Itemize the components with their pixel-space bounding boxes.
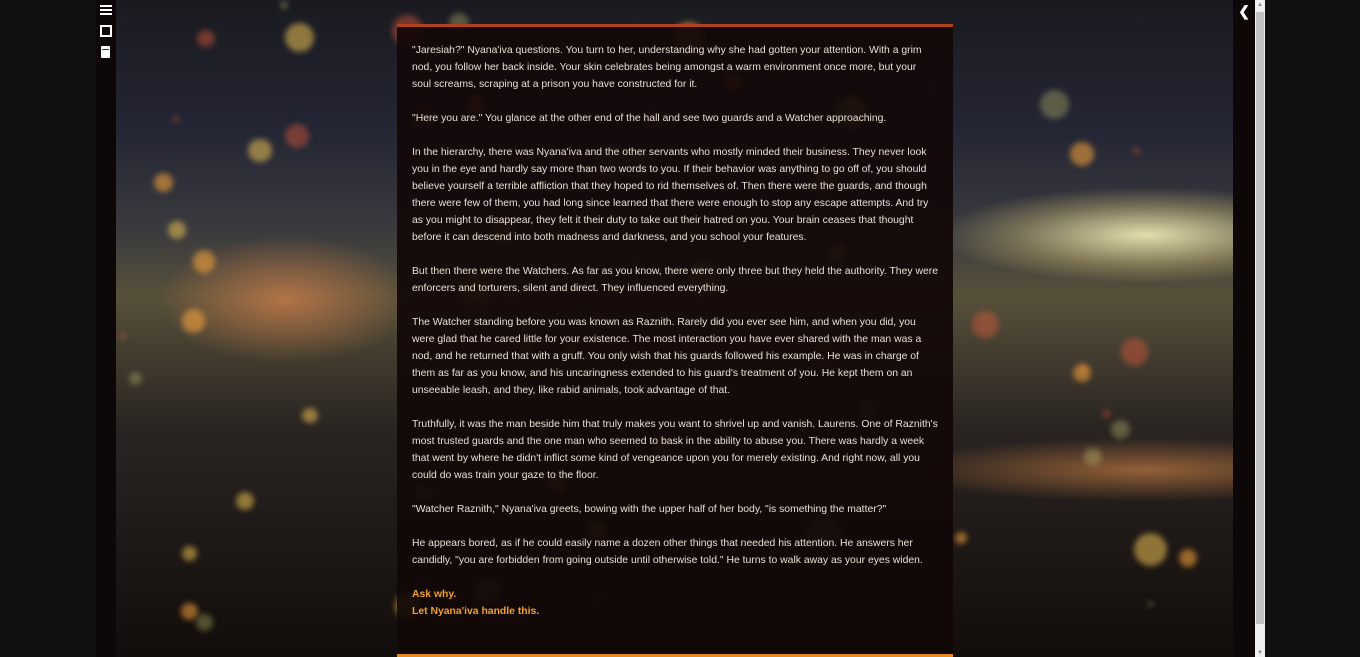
bokeh-dot: [168, 221, 187, 240]
bokeh-dot: [285, 124, 309, 148]
scroll-up-arrow[interactable]: ▲: [1257, 2, 1263, 8]
game-stage: [96, 0, 1255, 657]
story-panel: [397, 24, 953, 657]
scroll-down-arrow[interactable]: ▼: [1257, 650, 1263, 656]
bokeh-dot: [1084, 448, 1101, 465]
bokeh-dot: [1040, 90, 1069, 119]
choice-ask-why[interactable]: Ask why.: [412, 589, 457, 600]
right-sidebar-collapsed: [1233, 0, 1255, 657]
bokeh-dot: [182, 309, 206, 333]
bokeh-dot: [1073, 364, 1091, 382]
bokeh-dot: [129, 372, 142, 385]
choice-let-nyanaiva-handle[interactable]: Let Nyana'iva handle this.: [412, 606, 540, 617]
bokeh-dot: [120, 333, 126, 339]
bokeh-dot: [196, 614, 213, 631]
story-paragraph: "Watcher Raznith," Nyana'iva greets, bowing with the upper half of her body, "is something the matter?": [412, 504, 887, 515]
scrollbar[interactable]: [1255, 0, 1265, 657]
bokeh-dot: [1111, 420, 1130, 439]
story-paragraph: The Watcher standing before you was known as Raznith. Rarely did you ever see him, and when you did, you were glad that he cared little for your existence. The most interaction you have ever shared with the man was a nod, and he returned that with a gruff. You only wish that his guards followed his example. He was in charge of them as far as you know, and his uncaringness extended to his guard's treatment of you. He kept them on an unseeable leash, and they, like rabid animals, took advantage of that.: [412, 317, 922, 396]
scrollbar-thumb[interactable]: [1256, 12, 1264, 624]
menu-icon[interactable]: [100, 5, 112, 15]
bokeh-dot: [280, 1, 288, 9]
bokeh-dot: [1070, 142, 1094, 166]
bokeh-dot: [1103, 410, 1111, 418]
chevron-left-icon[interactable]: ❮: [1238, 3, 1250, 19]
bokeh-dot: [1121, 338, 1149, 366]
story-paragraph: But then there were the Watchers. As far as you know, there were only three but they held the authority. They were enforcers and torturers, silent and direct. They influenced everything.: [412, 266, 938, 294]
book-icon[interactable]: [101, 46, 110, 58]
bokeh-dot: [972, 311, 999, 338]
story-paragraph: "Here you are." You glance at the other end of the hall and see two guards and a Watcher approaching.: [412, 113, 887, 124]
story-text: [397, 27, 953, 620]
bokeh-dot: [1148, 601, 1154, 607]
bokeh-dot: [197, 30, 215, 48]
bokeh-dot: [285, 23, 314, 52]
story-paragraph: "Jaresiah?" Nyana'iva questions. You turn to her, understanding why she had gotten your attention. With a grim nod, you follow her back inside. Your skin celebrates being amongst a warm environment once more, but your soul screams, scraping at a prison you have constructed for it.: [412, 45, 922, 90]
story-paragraph: He appears bored, as if he could easily name a dozen other things that needed his attention. He answers her candidly, "you are forbidden from going outside until otherwise told." He turns to walk away as your eyes widen.: [412, 538, 923, 566]
story-paragraph: In the hierarchy, there was Nyana'iva and the other servants who mostly minded their business. They never look you in the eye and hardly say more than two words to you. If their behavior was anything to go off of, you should believe yourself a terrible affliction that they hoped to rid themselves of. Then there were the guards, and though there were few of them, you had long since learned that there were enough to stop any escape attempts. And try as you might to disappear, they felt it their duty to take out their hatred on you. Your brain ceases that thought before it can descend into both madness and darkness, and you school your features.: [412, 147, 929, 243]
bokeh-dot: [302, 408, 318, 424]
story-paragraph: Truthfully, it was the man beside him that truly makes you want to shrivel up and vanish. Laurens. One of Raznith's most trusted guards and the one man who seemed to bask in the ability to abuse you. There was hardly a week that went by where he didn't inflict some kind of vengeance upon you for merely existing. And right now, all you could do was train your gaze to the floor.: [412, 419, 938, 481]
bokeh-dot: [1179, 549, 1197, 567]
bokeh-dot: [236, 492, 254, 510]
bokeh-dot: [154, 173, 173, 192]
fullscreen-icon[interactable]: [100, 25, 112, 37]
bokeh-dot: [173, 116, 179, 122]
bokeh-dot: [181, 603, 198, 620]
left-toolbar: [96, 0, 116, 657]
bokeh-dot: [248, 139, 272, 163]
bokeh-dot: [955, 532, 967, 544]
bokeh-dot: [1133, 148, 1139, 154]
bokeh-dot: [1134, 533, 1167, 566]
bokeh-dot: [182, 546, 197, 561]
bokeh-dot: [193, 250, 216, 273]
